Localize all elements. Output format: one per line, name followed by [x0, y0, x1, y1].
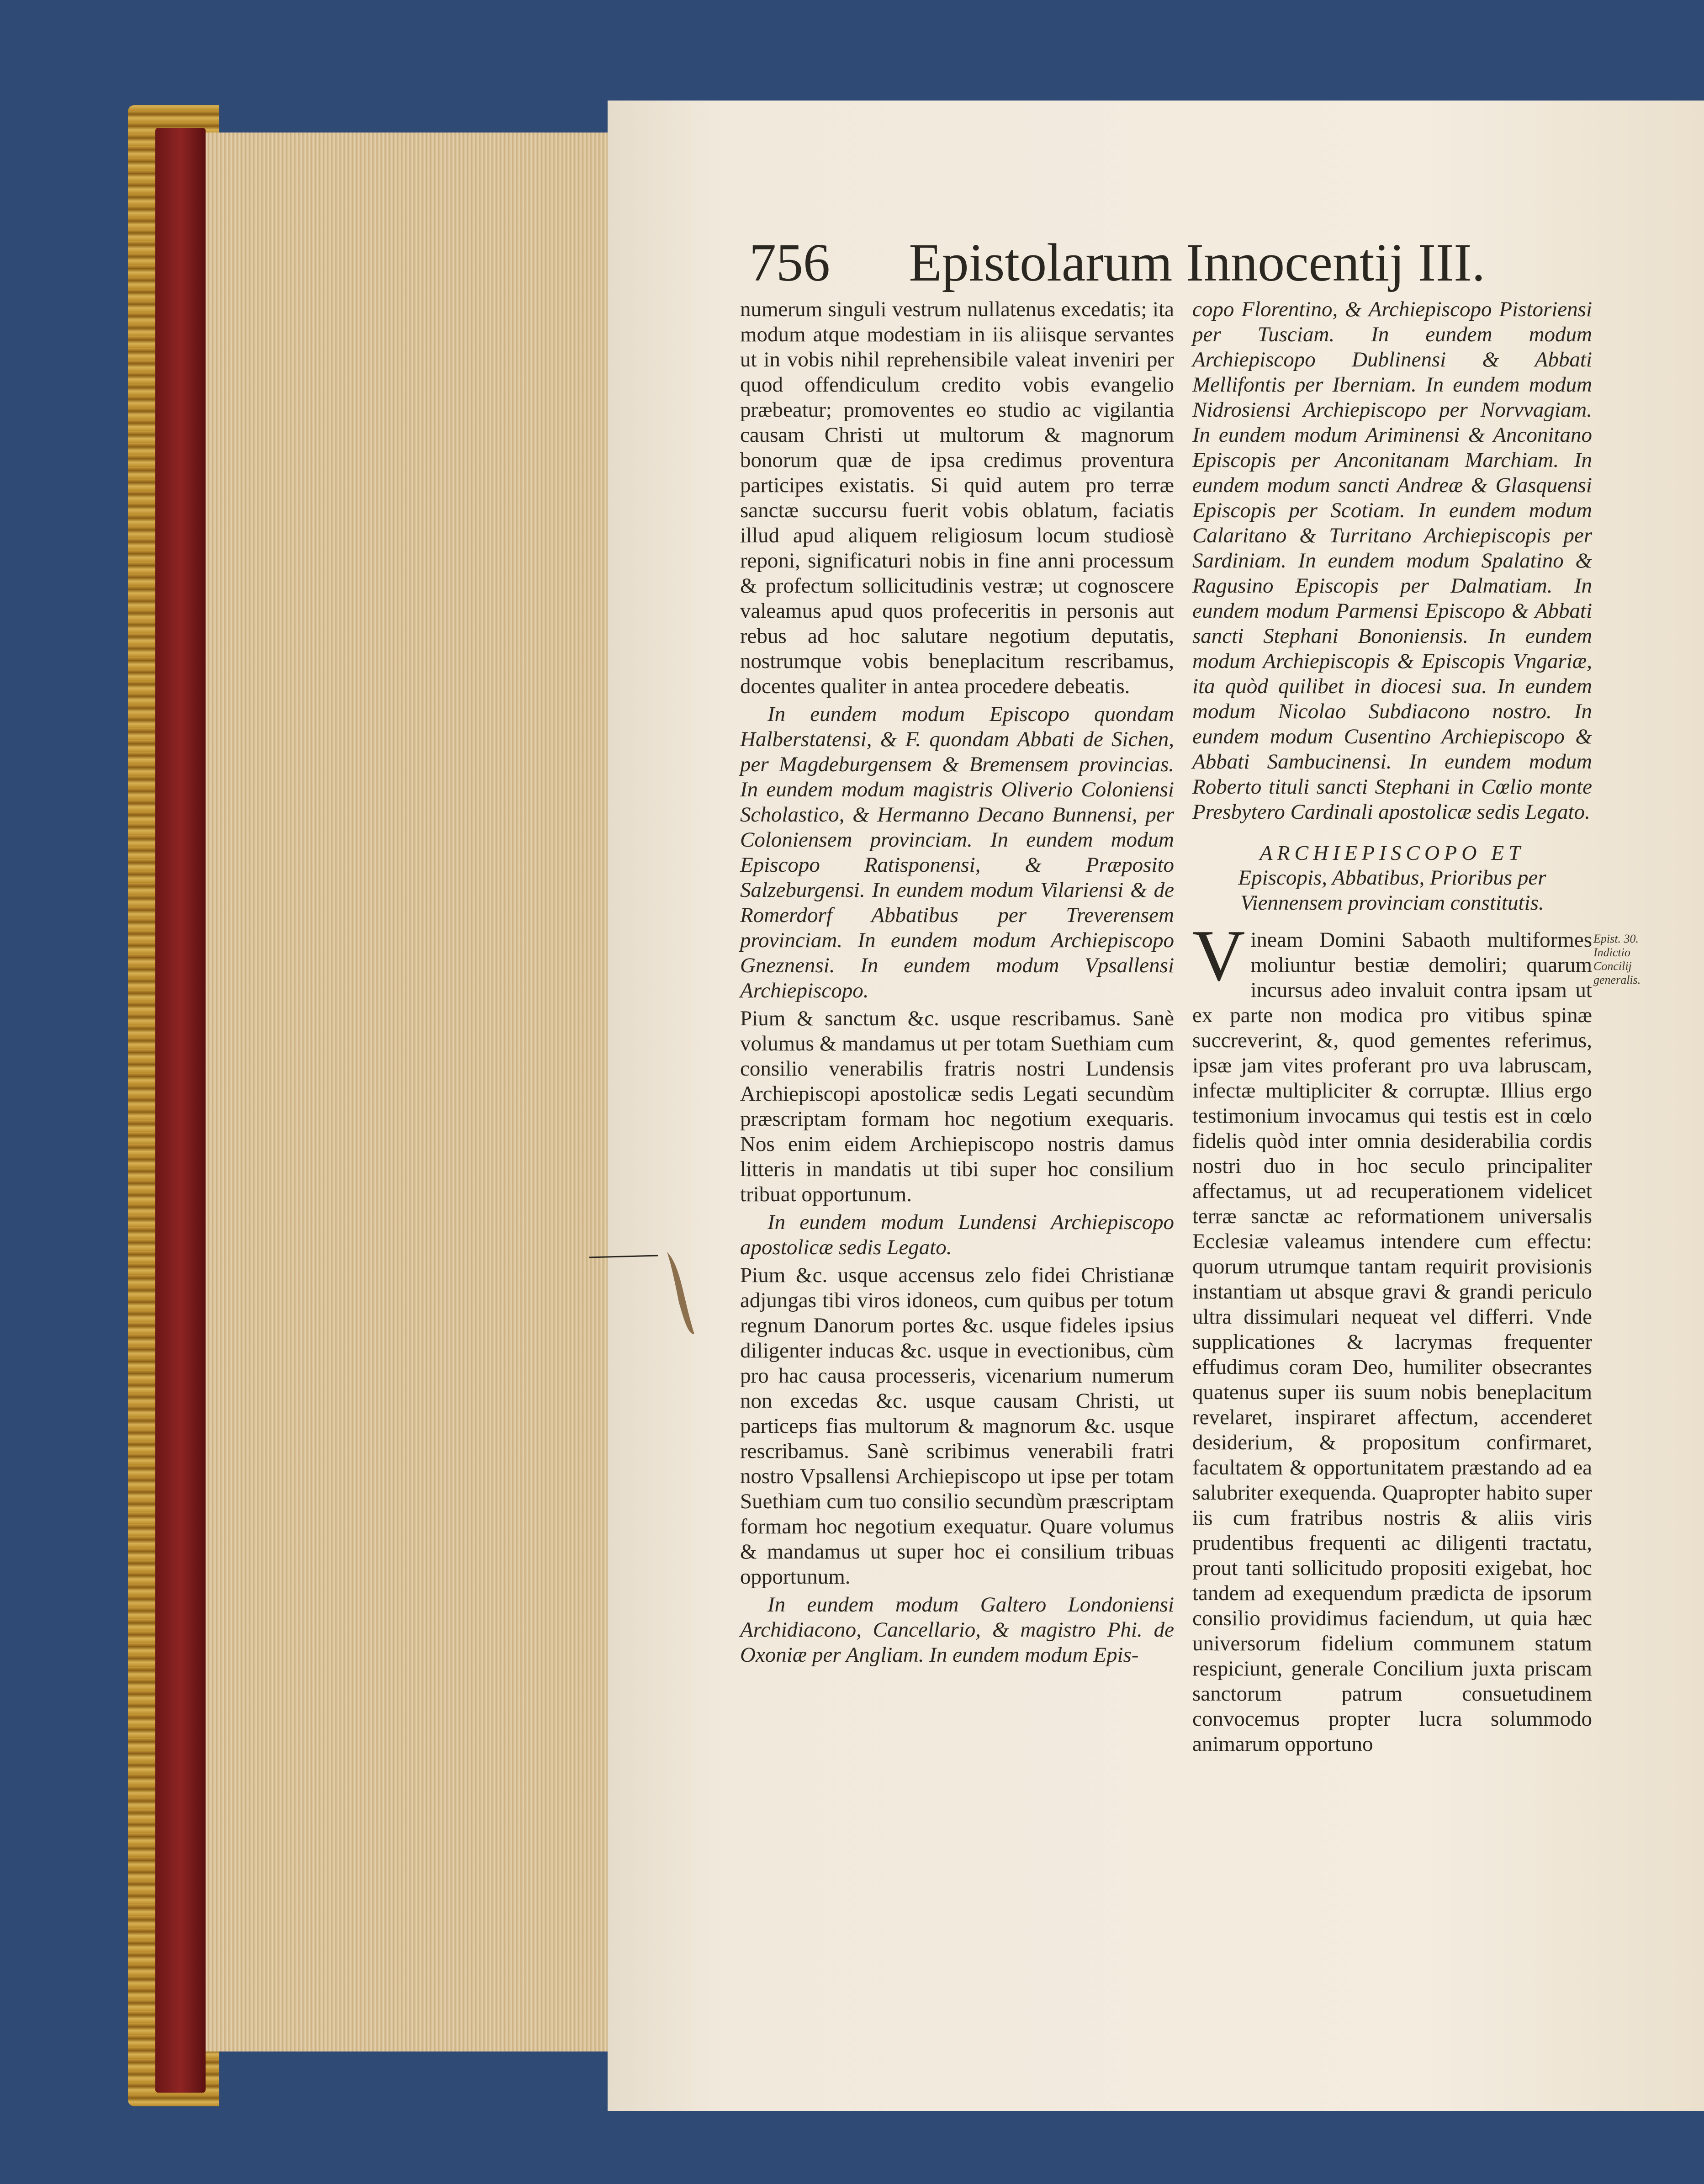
letter-body: Vineam Domini Sabaoth multiformes moliuntur bestiæ demoliri; quarum incursus adeo invaluit contra ipsam ut ex parte non modica pro vitibus spinæ succreverint, &, quod gementes referimus, ipsæ jam vites proferant pro uva labruscam, infectæ multipliciter & corruptæ. Illius ergo testimonium invocamus qui testis est in cœlo fidelis quòd inter omnia desiderabilia cordis nostri duo in hoc seculo principaliter affectamus, ut ad recuperationem videlicet terræ sanctæ ac reformationem universalis Ecclesiæ valeamus intendere cum effectu: quorum utrumque tantam requirit provisionis instantiam ut absque gravi & grandi periculo ultra dissimulari nequeat vel differri. Vnde supplicationes & lacrymas frequenter effudimus coram Deo, humiliter obsecrantes quatenus super iis suum nobis beneplacitum revelaret, inspiraret affectum, accenderet desiderium, & propositum confirmaret, facultatem & opportunitatem præstando ad ea salubriter exequenda. Quapropter habito super iis cum fratribus nostris & aliis viris prudentibus frequenti ac diligenti tractatu, prout tanti sollicitudo propositi exigebat, hoc tandem ad exequendum prædicta de ipsorum consilio providimus faciendum, ut quia hæc universorum fidelium communem statum respiciunt, generale Concilium juxta priscam sanctorum patrum consuetudinem convocemus propter lucra solummodo animarum opportuno [1192, 915, 1592, 1756]
red-cover-panel [155, 128, 206, 2093]
letter-heading [1192, 840, 1592, 916]
right-column [1192, 297, 1592, 1796]
page-header [749, 228, 1486, 297]
left-paragraph-5: Pium &c. usque accensus zelo fidei Christianæ adjungas tibi viros idoneos, cum quibus per totum regnum Danorum portes &c. usque fideles ipsius diligenter inducas &c. usque in evectionibus, cùm pro hac causa processeris, vicenarium numerum non excedas &c. usque causam Christi, ut particeps fias multorum & magnorum &c. usque rescribamus. Sanè scribimus venerabili fratri nostro Vpsallensi Archiepiscopo ut ipse per totam Suethiam cum tuo consilio secundùm præscriptam formam hoc negotium exequatur. Quare volumus & mandamus ut super hoc ei consilium tribuas opportunum. [740, 1263, 1174, 1589]
right-opening-paragraph: copo Florentino, & Archiepiscopo Pistoriensi per Tusciam. In eundem modum Archiepiscopo Dublinensi & Abbati Mellifontis per Iberniam. In eundem modum Nidrosiensi Archiepiscopo per Norvvagiam. In eundem modum Ariminensi & Anconitano Episcopis per Anconitanam Marchiam. In eundem modum sancti Andreæ & Glasquensi Episcopis per Scotiam. In eundem modum Calaritano & Turritano Archiepiscopis per Sardiniam. In eundem modum Spalatino & Ragusino Episcopis per Dalmatiam. In eundem modum Parmensi Episcopo & Abbati sancti Stephani Bononiensis. In eundem modum Archiepiscopis & Episcopis Vngariæ, ita quòd quilibet in diocesi sua. In eundem modum Nicolao Subdiacono nostro. In eundem modum Cusentino Archiepiscopo & Abbati Sambucinensi. In eundem modum Roberto tituli sancti Stephani in Cœlio monte Presbytero Cardinali apostolicæ sedis Legato. [1192, 297, 1592, 824]
running-title: Epistolarum Innocentij III. [909, 233, 1486, 292]
margin-note: Epist. 30. Indictio Concilij generalis. [1593, 932, 1641, 986]
letter-heading-title: ARCHIEPISCOPO ET [1259, 841, 1525, 864]
left-paragraph-6: In eundem modum Galtero Londoniensi Archidiacono, Cancellario, & magistro Phi. de Oxoniæ per Angliam. In eundem modum Epis- [740, 1593, 1174, 1667]
left-paragraph-3: Pium & sanctum &c. usque rescribamus. Sanè volumus & mandamus ut per totam Suethiam cum consilio venerabilis fratris nostri Lundensis Archiepiscopi apostolicæ sedis Legati secundùm præscriptam formam hoc negotium exequaris. Nos enim eidem Archiepiscopo nostris damus litteris in mandatis ut tibi super hoc consilium tribuat opportunum. [740, 1007, 1174, 1206]
page-number: 756 [749, 233, 830, 292]
left-column [740, 297, 1174, 1796]
page-block-edge [206, 133, 609, 2051]
left-paragraph-2: In eundem modum Episcopo quondam Halberstatensi, & F. quondam Abbati de Sichen, per Magdeburgensem & Bremensem provincias. In eundem modum magistris Oliverio Coloniensi Scholastico, & Hermanno Decano Bunnensi, per Coloniensem provinciam. In eundem modum Episcopo Ratisponensi, & Præposito Salzeburgensi. In eundem modum Vilariensi & de Romerdorf Abbatibus per Treverensem provinciam. In eundem modum Archiepiscopo Gneznensi. In eundem modum Vpsallensi Archiepiscopo. [740, 702, 1174, 1002]
ink-stain-mark [589, 1247, 699, 1339]
left-paragraph-1: numerum singuli vestrum nullatenus excedatis; ita modum atque modestiam in iis aliisque servantes ut in vobis nihil reprehensibile valeat inveniri per quod offendiculum credito vobis evangelio præbeatur; promoventes eo studio ac vigilantia causam Christi ut multorum & magnorum bonorum quæ de ipsa credimus proventura participes existatis. Si quid autem pro terræ sanctæ succursu fuerit vobis oblatum, faciatis illud apud aliquem religiosum locum studiosè reponi, significaturi nobis in fine anni processum & profectum sollicitudinis vestræ; ut cognoscere valeamus apud quos profeceritis in personis aut rebus ad hoc salutare negotium deputatis, nostrumque vobis beneplacitum rescribamus, docentes qualiter in antea procedere debeatis. [740, 297, 1174, 698]
letter-heading-subtitle: Episcopis, Abbatibus, Prioribus per Viennensem provinciam constitutis. [1238, 866, 1546, 915]
left-paragraph-4: In eundem modum Lundensi Archiepiscopo apostolicæ sedis Legato. [740, 1210, 1174, 1259]
